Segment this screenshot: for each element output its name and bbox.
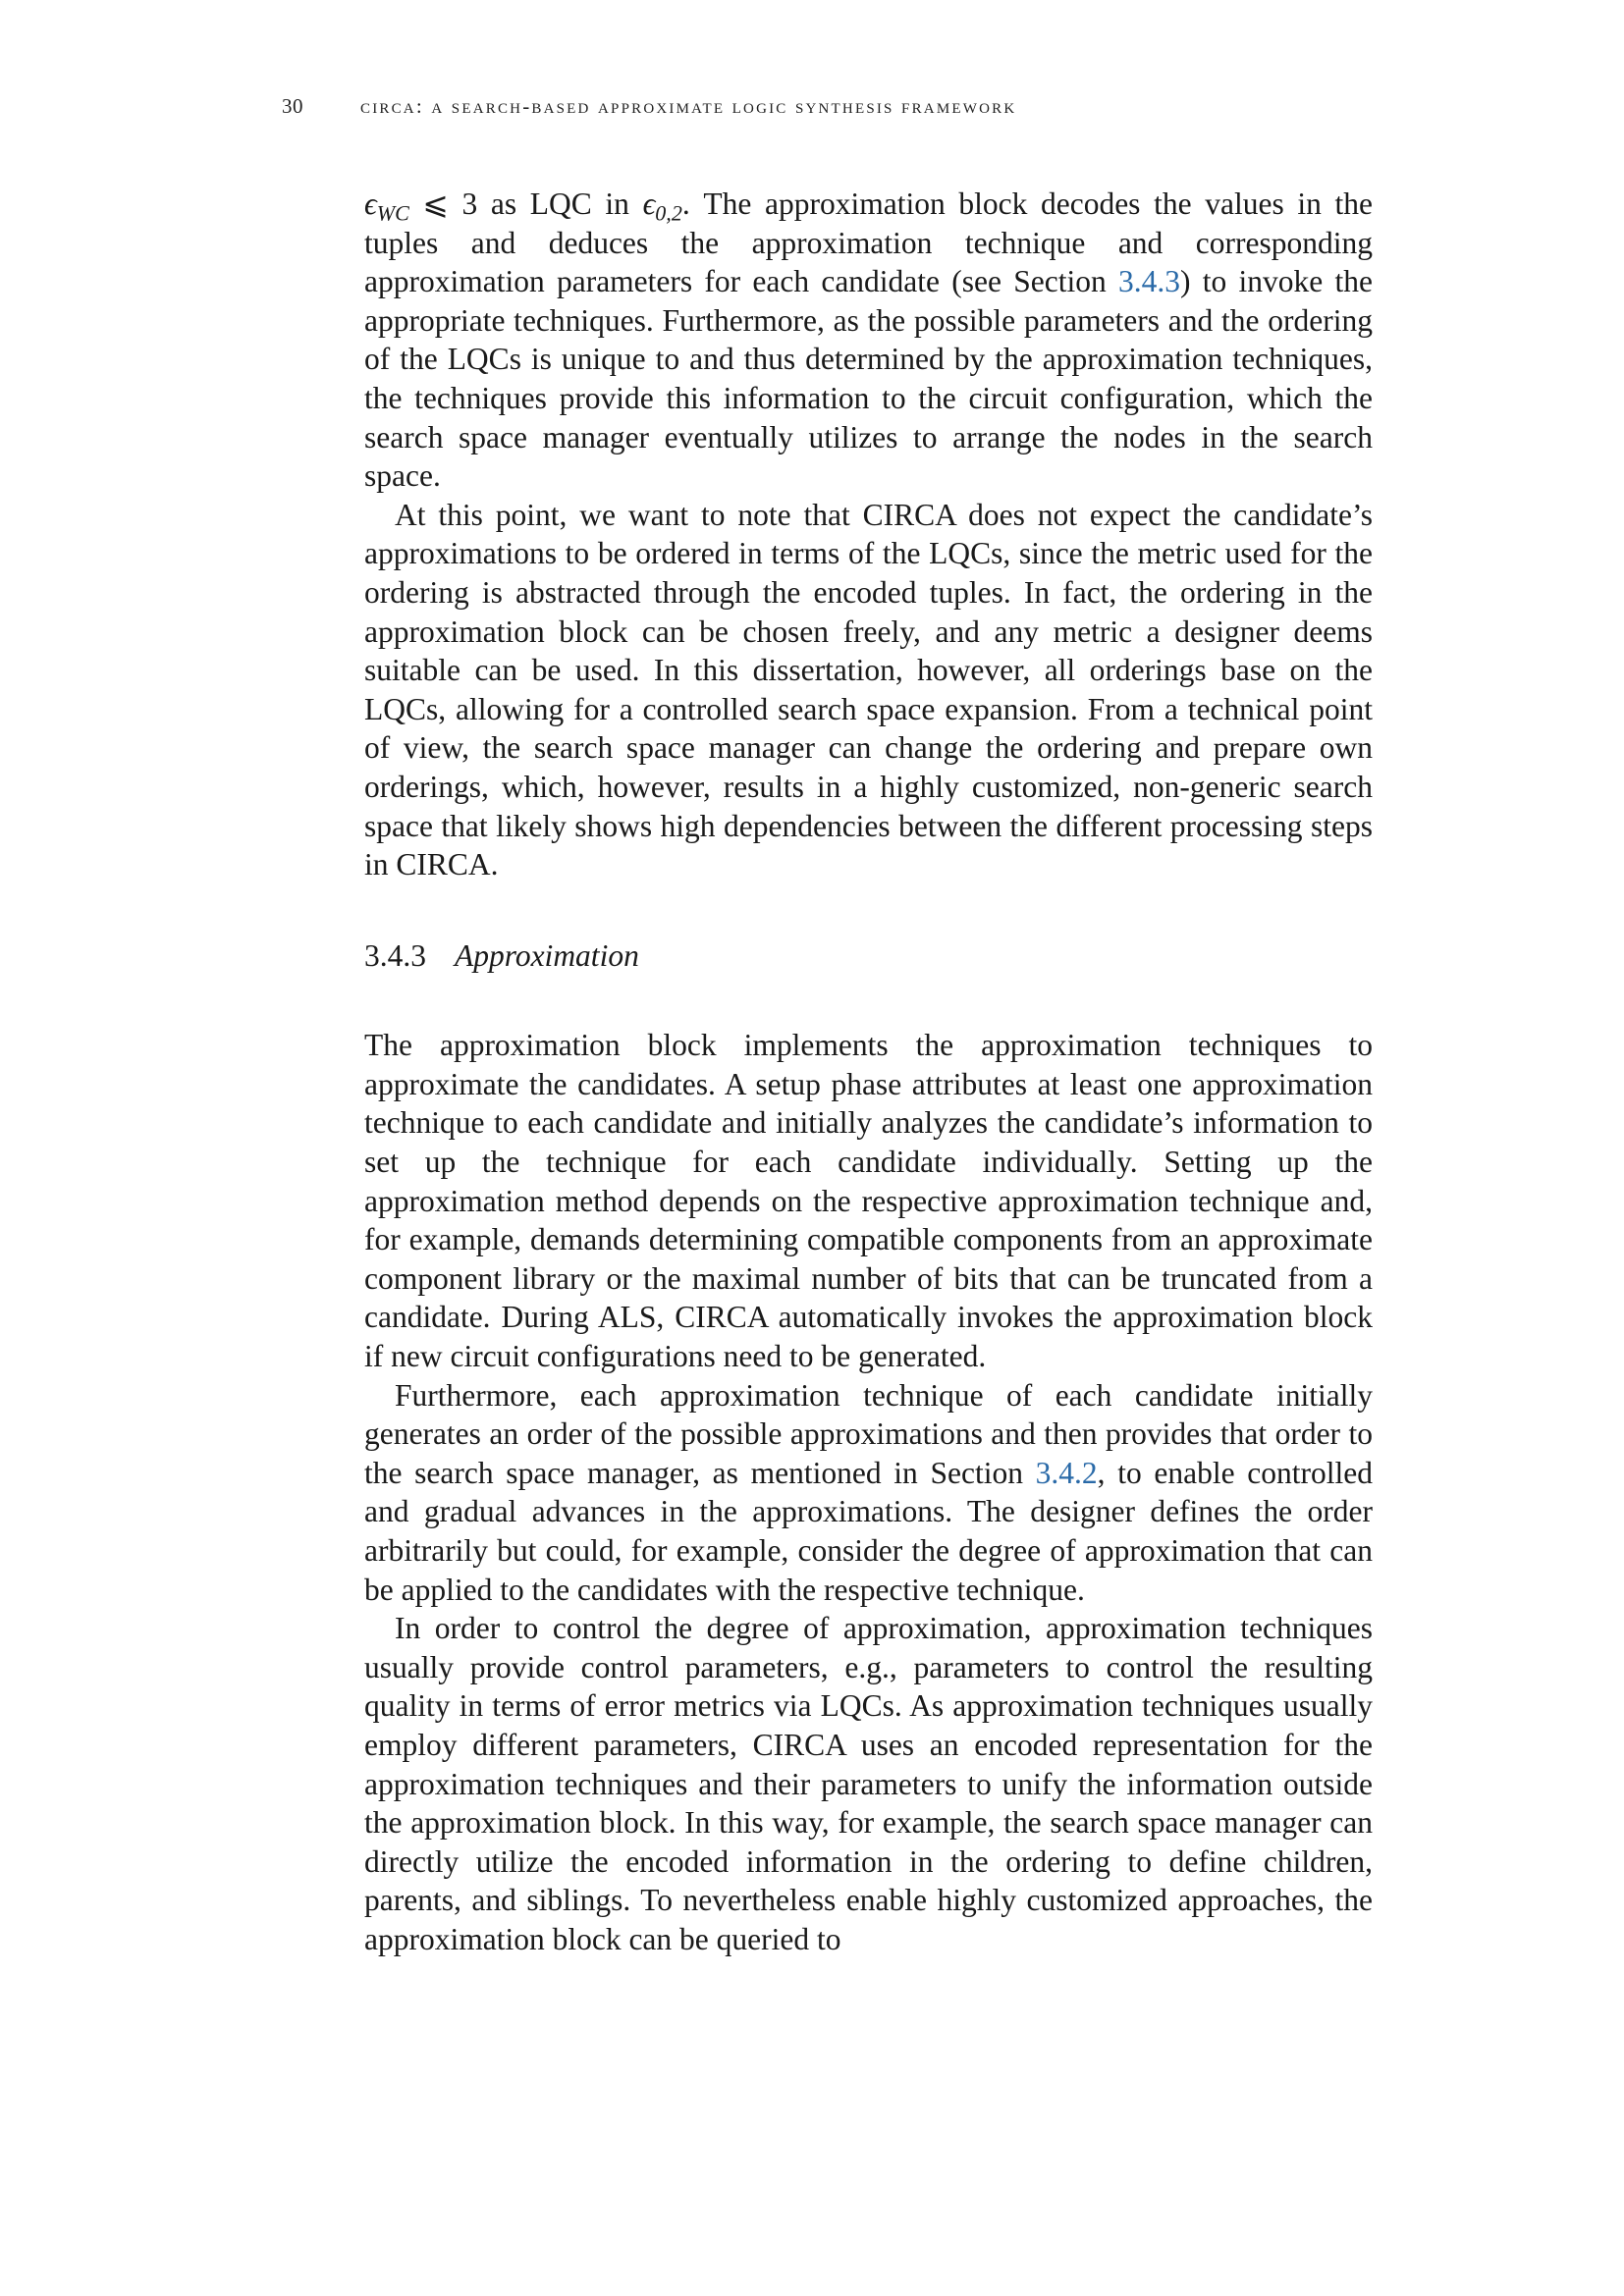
paragraph: The approximation block implements the approximation techniques to approximate the candidates. A setup phase attributes at least one approximation technique to each candidate and initially analyzes the candidate’s information to set up the technique for each candidate individually. Setting up the approximation method depends on the respective approximation technique and, for example, demands determining compatible components from an approximate component library or the maximal number of bits that can be truncated from a candidate. During ALS, CIRCA automatically invokes the approximation block if new circuit configurations need to be generated. bbox=[364, 1028, 1373, 1374]
section-reference-link[interactable]: 3.4.2 bbox=[1035, 1455, 1098, 1490]
running-title: circa: a search-based approximate logic synthesis framework bbox=[360, 94, 1017, 118]
page-number: 30 bbox=[282, 94, 303, 118]
math-epsilon-02: $\epsilon_{0,2}$ bbox=[642, 187, 682, 226]
paragraph: Furthermore, each approximation technique of each candidate initially generates an order of the possible approximations and then provides that order to the search space manager, as mentioned in Section 3.4.2, to enable controlled and gradual advances in the approximations. The designer defines the order arbitrarily but could, for example, consider the degree of approximation that can be applied to the candidates with the respective technique. bbox=[364, 1377, 1374, 1607]
section-title: Approximation bbox=[455, 937, 639, 973]
running-header bbox=[282, 94, 1362, 119]
section-reference-link[interactable]: 3.4.3 bbox=[1118, 264, 1180, 299]
body-text bbox=[364, 185, 1373, 1959]
math-epsilon-wc: $\epsilon_{WC}$ bbox=[364, 187, 409, 226]
section-heading bbox=[364, 936, 1373, 976]
paragraph: $\epsilon_{WC}$ ⩽ 3 as LQC in $\epsilon_{0,2}$. The approximation block decodes the values in the tuples and deduces the approximation technique and corresponding approximation parameters for each candidate (see Section 3.4.3) to invoke the appropriate techniques. Furthermore, as the possible parameters and the ordering of the LQCs is unique to and thus determined by the approximation techniques, the techniques provide this information to the circuit configuration, which the search space manager eventually utilizes to arrange the nodes in the search space. bbox=[364, 187, 1373, 494]
paragraph: In order to control the degree of approximation, approximation techniques usually provide control parameters, e.g., parameters to control the resulting quality in terms of error metrics via LQCs. As approximation techniques usually employ different parameters, CIRCA uses an encoded representation for the approximation techniques and their parameters to unify the information outside the approximation block. In this way, for example, the search space manager can directly utilize the encoded information in the ordering to define children, parents, and siblings. To nevertheless enable highly customized approaches, the approximation block can be queried to bbox=[364, 1611, 1373, 1956]
paragraph: At this point, we want to note that CIRCA does not expect the candidate’s approximations to be ordered in terms of the LQCs, since the metric used for the ordering is abstracted through the encoded tuples. In fact, the ordering in the approximation block can be chosen freely, and any metric a designer deems suitable can be used. In this dissertation, however, all orderings base on the LQCs, allowing for a controlled search space expansion. From a technical point of view, the search space manager can change the ordering and prepare own orderings, which, however, results in a highly customized, non-generic search space that likely shows high dependencies between the different processing steps in CIRCA. bbox=[364, 497, 1373, 882]
section-number: 3.4.3 bbox=[364, 937, 426, 973]
